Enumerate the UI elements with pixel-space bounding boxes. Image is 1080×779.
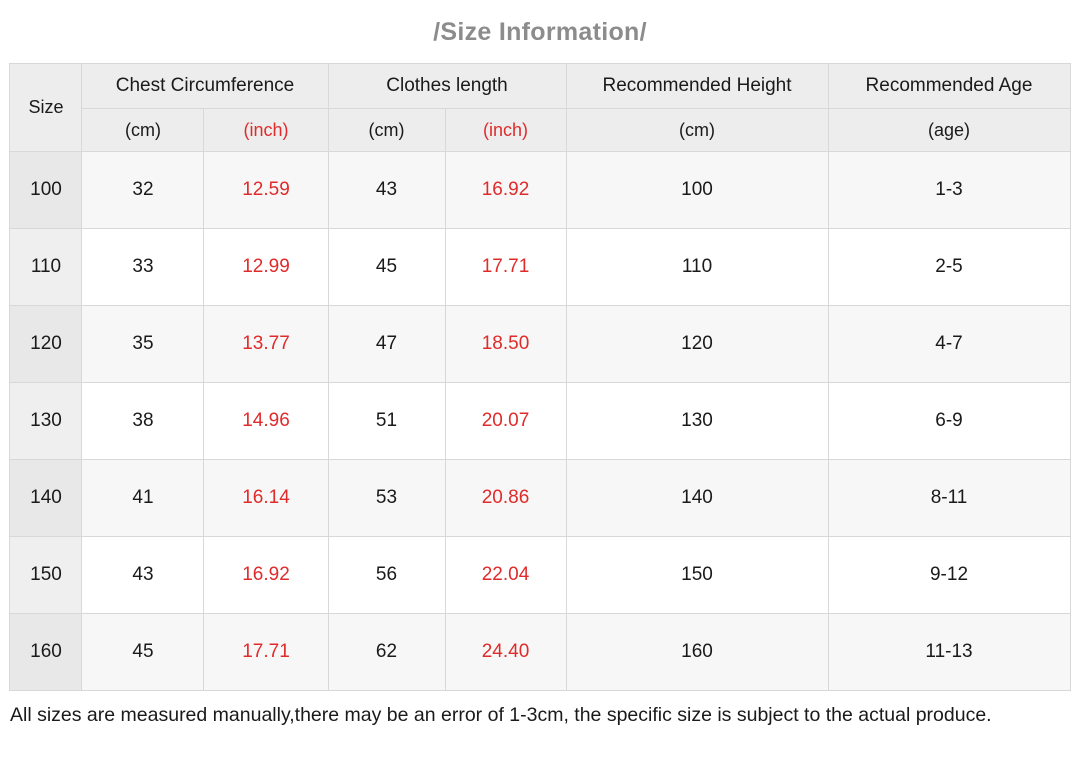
cell-length-inch: 20.07 <box>445 383 566 460</box>
cell-chest-cm: 35 <box>82 306 204 383</box>
cell-size: 120 <box>10 306 82 383</box>
cell-chest-cm: 38 <box>82 383 204 460</box>
cell-length-cm: 45 <box>328 229 445 306</box>
cell-length-cm: 43 <box>328 152 445 229</box>
cell-age: 11-13 <box>828 614 1070 691</box>
unit-age: (age) <box>828 109 1070 152</box>
cell-age: 9-12 <box>828 537 1070 614</box>
column-header-recommended-height: Recommended Height <box>566 64 828 109</box>
cell-age: 2-5 <box>828 229 1070 306</box>
cell-chest-cm: 41 <box>82 460 204 537</box>
cell-length-inch: 18.50 <box>445 306 566 383</box>
cell-chest-inch: 12.99 <box>204 229 328 306</box>
table-body <box>10 152 1070 691</box>
cell-size: 160 <box>10 614 82 691</box>
cell-length-cm: 51 <box>328 383 445 460</box>
cell-length-inch: 20.86 <box>445 460 566 537</box>
cell-size: 150 <box>10 537 82 614</box>
unit-length-cm: (cm) <box>328 109 445 152</box>
cell-length-cm: 47 <box>328 306 445 383</box>
cell-chest-inch: 16.14 <box>204 460 328 537</box>
cell-size: 100 <box>10 152 82 229</box>
cell-chest-inch: 13.77 <box>204 306 328 383</box>
column-header-recommended-age: Recommended Age <box>828 64 1070 109</box>
cell-length-cm: 53 <box>328 460 445 537</box>
cell-age: 6-9 <box>828 383 1070 460</box>
unit-height-cm: (cm) <box>566 109 828 152</box>
cell-age: 1-3 <box>828 152 1070 229</box>
cell-height-cm: 100 <box>566 152 828 229</box>
cell-chest-cm: 45 <box>82 614 204 691</box>
cell-height-cm: 120 <box>566 306 828 383</box>
cell-chest-inch: 16.92 <box>204 537 328 614</box>
table-row <box>10 460 1070 537</box>
cell-chest-cm: 32 <box>82 152 204 229</box>
table-row <box>10 383 1070 460</box>
unit-length-inch: (inch) <box>445 109 566 152</box>
table-row <box>10 229 1070 306</box>
column-header-clothes-length: Clothes length <box>328 64 566 109</box>
column-header-size: Size <box>10 64 82 152</box>
column-header-chest-circumference: Chest Circumference <box>82 64 328 109</box>
cell-age: 8-11 <box>828 460 1070 537</box>
cell-height-cm: 140 <box>566 460 828 537</box>
cell-length-inch: 17.71 <box>445 229 566 306</box>
cell-chest-inch: 12.59 <box>204 152 328 229</box>
cell-chest-inch: 14.96 <box>204 383 328 460</box>
table-row <box>10 152 1070 229</box>
cell-chest-inch: 17.71 <box>204 614 328 691</box>
page-title: /Size Information/ <box>433 18 647 46</box>
cell-chest-cm: 33 <box>82 229 204 306</box>
cell-length-inch: 16.92 <box>445 152 566 229</box>
table-row <box>10 306 1070 383</box>
cell-height-cm: 110 <box>566 229 828 306</box>
cell-size: 130 <box>10 383 82 460</box>
cell-height-cm: 130 <box>566 383 828 460</box>
unit-chest-cm: (cm) <box>82 109 204 152</box>
cell-size: 140 <box>10 460 82 537</box>
cell-height-cm: 150 <box>566 537 828 614</box>
cell-length-cm: 56 <box>328 537 445 614</box>
size-information-table <box>9 63 1070 691</box>
cell-size: 110 <box>10 229 82 306</box>
unit-chest-inch: (inch) <box>204 109 328 152</box>
table-header <box>10 64 1070 152</box>
cell-length-cm: 62 <box>328 614 445 691</box>
measurement-disclaimer: All sizes are measured manually,there may be an error of 1-3cm, the specific size is subject to the actual produce. <box>10 704 992 726</box>
cell-length-inch: 24.40 <box>445 614 566 691</box>
cell-age: 4-7 <box>828 306 1070 383</box>
header-unit-row <box>10 109 1070 152</box>
cell-chest-cm: 43 <box>82 537 204 614</box>
table-row <box>10 614 1070 691</box>
table-row <box>10 537 1070 614</box>
header-group-row <box>10 64 1070 109</box>
cell-length-inch: 22.04 <box>445 537 566 614</box>
cell-height-cm: 160 <box>566 614 828 691</box>
